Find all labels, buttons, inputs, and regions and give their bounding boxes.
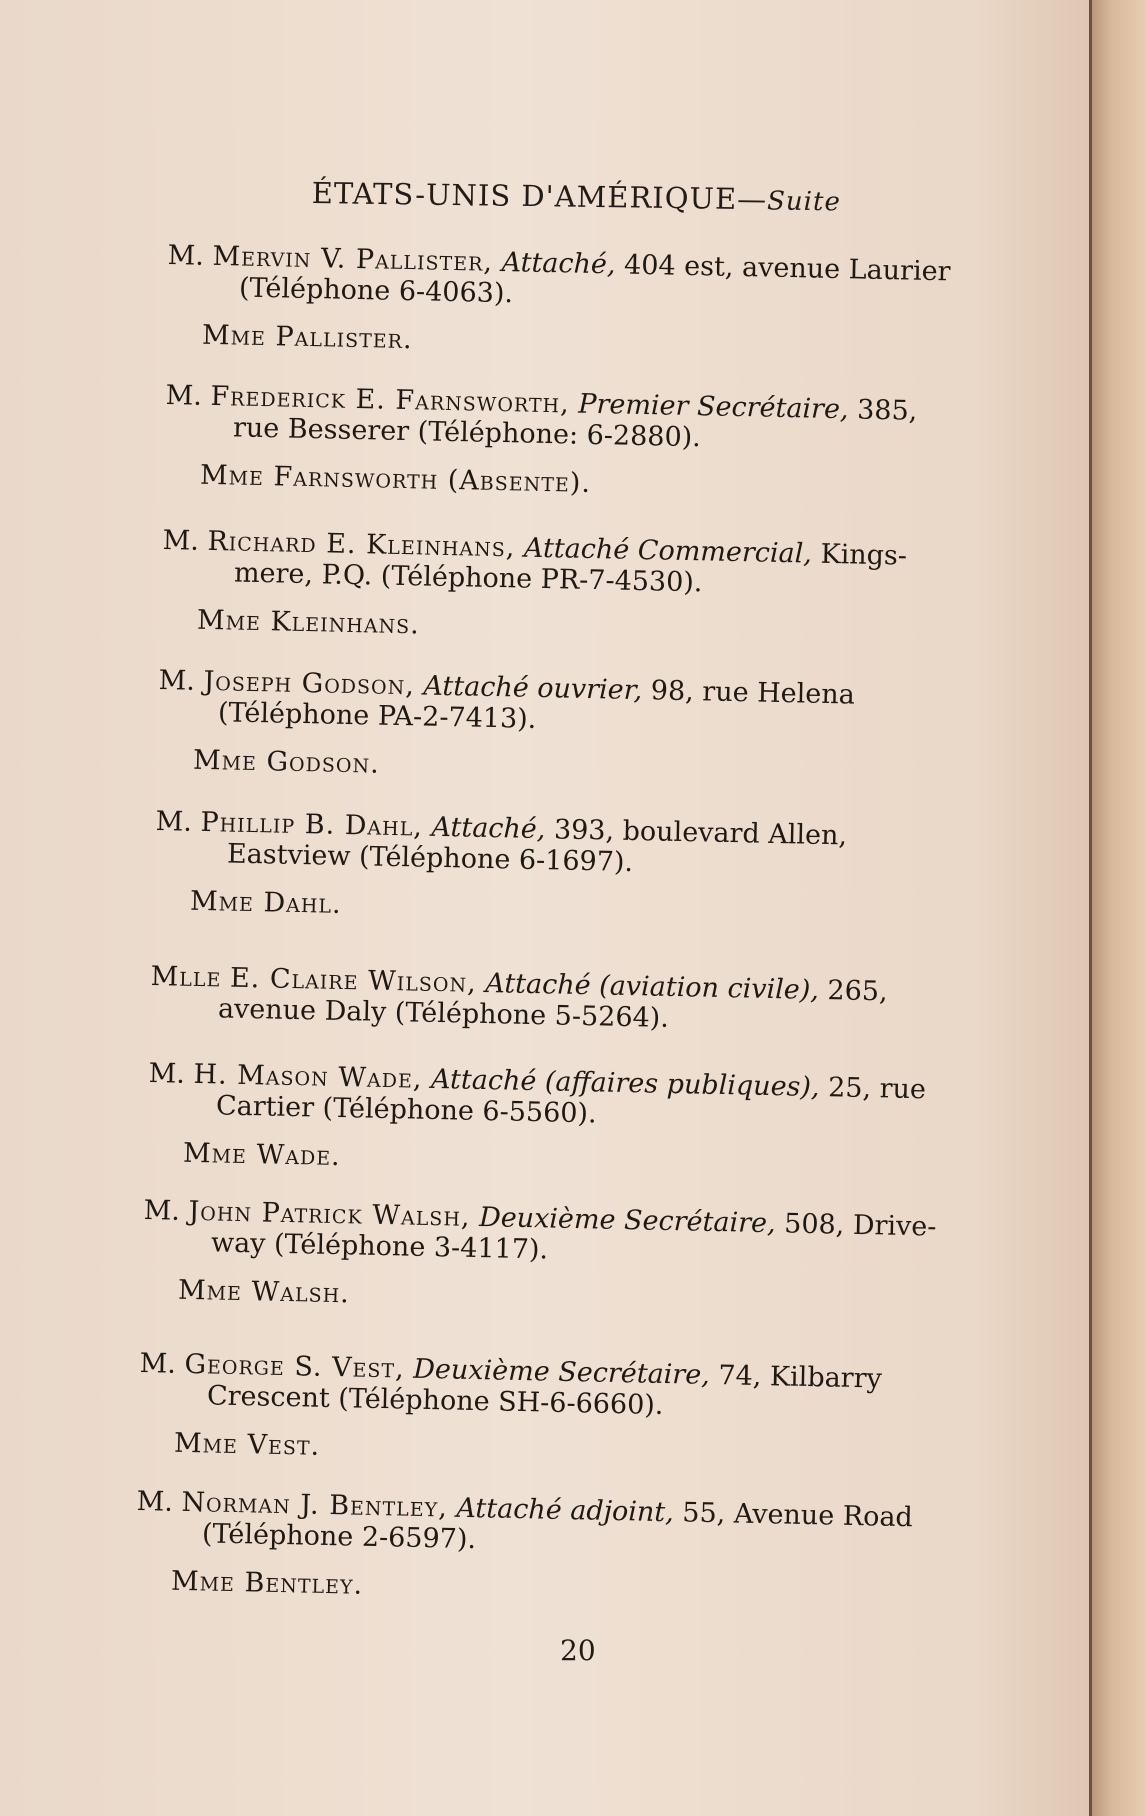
entry-title: Premier Secrétaire, xyxy=(578,388,849,426)
entry-line2: mere, P.Q. (Téléphone PR-7-4530). xyxy=(233,557,703,599)
entry-prefix: M. xyxy=(165,380,203,412)
entry-name: Mervin V. Pallister, xyxy=(212,240,494,278)
entry-address-start: 404 est, avenue Laurier xyxy=(623,249,951,288)
entry-address-start: 508, Drive- xyxy=(783,1208,937,1243)
entry-line2: (Téléphone 2-6597). xyxy=(201,1518,477,1556)
entry-spouse: Mme Bentley. xyxy=(170,1565,364,1601)
entry-name: Phillip B. Dahl, xyxy=(200,806,424,843)
entry-title: Deuxième Secrétaire, xyxy=(413,1353,711,1391)
entry-line2: avenue Daly (Téléphone 5-5264). xyxy=(217,993,670,1035)
entry-title: Attaché ouvrier, xyxy=(423,670,643,707)
entry-title: Attaché Commercial, xyxy=(523,532,813,570)
entry-spouse: Mme Vest. xyxy=(173,1427,321,1462)
entry-prefix: M. xyxy=(139,1348,177,1380)
entry-address-start: 74, Kilbarry xyxy=(718,1360,883,1395)
entry-spouse: Mme Pallister. xyxy=(201,319,413,355)
entry-line2: Crescent (Téléphone SH-6-6660). xyxy=(206,1380,664,1422)
entry-prefix: M. xyxy=(148,1058,186,1090)
entry-vest xyxy=(138,1348,1040,1477)
entry-prefix: M. xyxy=(162,525,200,557)
entry-spouse: Mme Godson. xyxy=(192,744,381,780)
entry-address-start: 25, rue xyxy=(827,1072,927,1106)
entry-spouse: Mme Farnsworth (Absente). xyxy=(199,459,592,499)
entry-name: Richard E. Kleinhans, xyxy=(207,525,516,564)
entry-line2: rue Besserer (Téléphone: 6-2880). xyxy=(232,412,702,454)
entry-prefix: M. xyxy=(158,665,196,697)
entry-kleinhans xyxy=(161,525,1063,654)
entry-wilson xyxy=(150,961,1051,1042)
entry-bentley xyxy=(135,1486,1037,1615)
page-number: 20 xyxy=(560,1634,596,1667)
entry-line2: (Téléphone PA-2-7413). xyxy=(217,697,537,736)
entry-spouse: Mme Walsh. xyxy=(177,1274,351,1309)
entry-title: Attaché (aviation civile), xyxy=(485,968,820,1006)
entry-name: Joseph Godson, xyxy=(203,665,416,702)
entry-farnsworth xyxy=(164,380,1066,509)
entry-title: Attaché (affaires publiques), xyxy=(430,1063,820,1104)
heading-title: ÉTATS-UNIS D'AMÉRIQUE— xyxy=(311,176,768,217)
entry-line2: Cartier (Téléphone 6-5560). xyxy=(215,1090,597,1130)
entry-name: H. Mason Wade, xyxy=(193,1058,423,1095)
heading-suite: Suite xyxy=(766,186,842,218)
entry-name: Norman J. Bentley, xyxy=(181,1486,449,1524)
entry-wade xyxy=(147,1058,1049,1187)
entry-line2: (Téléphone 6-4063). xyxy=(238,272,514,310)
entry-name: Frederick E. Farnsworth, xyxy=(210,380,571,420)
entry-title: Attaché adjoint, xyxy=(456,1492,675,1529)
entry-pallister xyxy=(166,240,1068,369)
entry-address-start: 265, xyxy=(827,975,888,1008)
entry-prefix: M. xyxy=(155,806,193,838)
entry-spouse: Mme Kleinhans. xyxy=(196,604,421,641)
entry-line2: Eastview (Téléphone 6-1697). xyxy=(226,838,634,879)
entry-address-start: 393, boulevard Allen, xyxy=(553,814,848,852)
entry-prefix: M. xyxy=(143,1195,181,1227)
entry-spouse: Mme Dahl. xyxy=(189,885,343,920)
entry-address-start: 55, Avenue Road xyxy=(682,1497,914,1534)
entry-walsh xyxy=(142,1195,1044,1324)
entry-name: George S. Vest, xyxy=(184,1348,406,1385)
entry-prefix: Mlle xyxy=(150,961,222,994)
entry-address-start: 98, rue Helena xyxy=(650,675,856,711)
entry-name: E. Claire Wilson, xyxy=(229,962,478,999)
entry-prefix: M. xyxy=(136,1486,174,1518)
entry-godson xyxy=(157,665,1059,794)
entry-title: Deuxième Secrétaire, xyxy=(478,1202,776,1240)
entry-line2: way (Téléphone 3-4117). xyxy=(210,1227,549,1266)
page-gutter xyxy=(1092,0,1146,1816)
entry-address-start: Kings- xyxy=(820,538,908,572)
entry-title: Attaché, xyxy=(501,246,616,281)
entry-name: John Patrick Walsh, xyxy=(188,1195,471,1233)
entry-address-start: 385, xyxy=(856,394,918,427)
entry-dahl xyxy=(154,806,1056,935)
entry-prefix: M. xyxy=(167,240,205,272)
entry-title: Attaché, xyxy=(431,811,546,846)
page-heading xyxy=(312,176,952,219)
entry-spouse: Mme Wade. xyxy=(182,1137,342,1172)
